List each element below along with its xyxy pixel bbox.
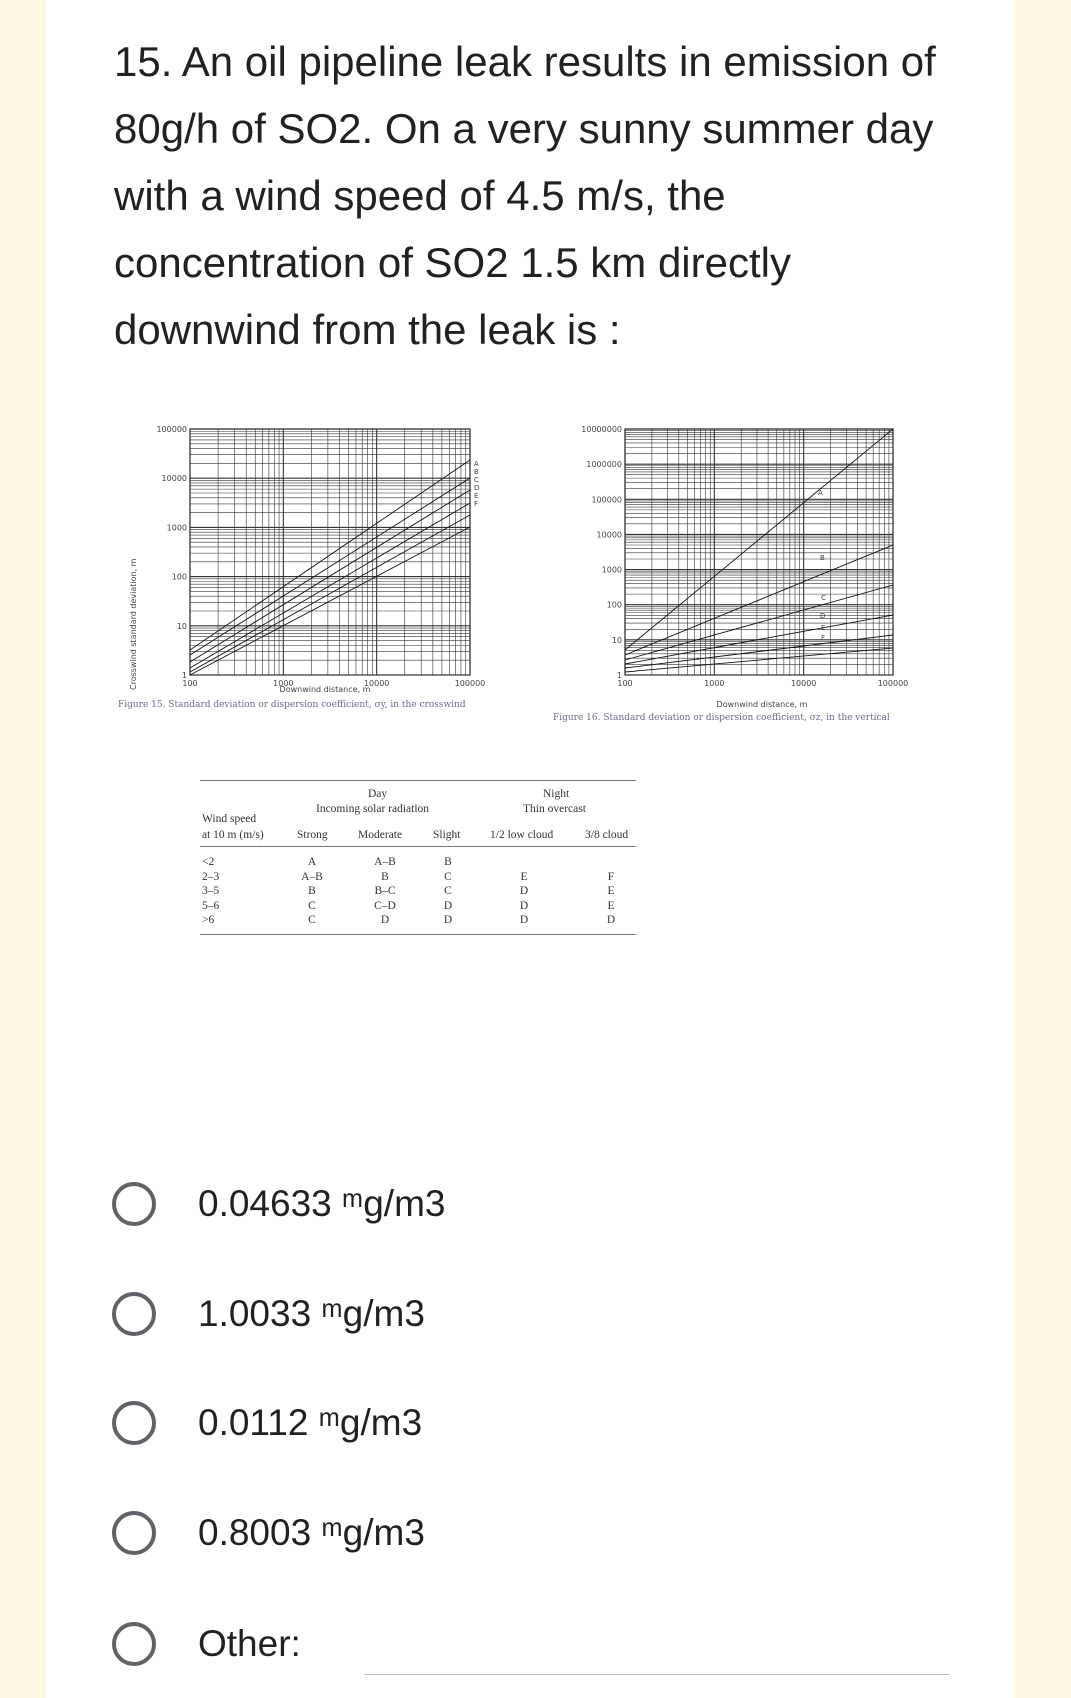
table-cell: A–B <box>374 856 396 868</box>
option-label: 0.04633 ᵐg/m3 <box>198 1183 446 1224</box>
sigma-z-xlabel: Downwind distance, m <box>716 700 808 709</box>
y-tick-label: 10 <box>176 621 187 631</box>
radio-button[interactable] <box>112 1401 156 1445</box>
table-cell: D <box>443 899 453 912</box>
x-tick-label: 100000 <box>454 679 486 688</box>
y-tick-label: 10000 <box>596 530 622 540</box>
x-tick-label: 100000 <box>877 679 909 688</box>
curve-label: C <box>474 476 479 484</box>
curve-label: A <box>474 460 479 468</box>
x-tick-label: 100 <box>182 679 198 688</box>
curve-label: A <box>818 489 823 497</box>
x-tick-label: 100 <box>617 679 633 688</box>
night-subheader: Thin overcast <box>523 803 586 815</box>
col-half-low-cloud: 1/2 low cloud <box>490 829 554 841</box>
wind-speed-column <box>202 855 232 928</box>
three-eighths-cloud-column <box>591 855 631 928</box>
y-tick-label: 100 <box>171 572 187 582</box>
sigma-y-grid <box>156 425 485 688</box>
wind-header-2: at 10 m (m/s) <box>202 829 264 841</box>
y-tick-label: 1 <box>616 671 622 680</box>
col-slight: Slight <box>433 829 461 841</box>
curve-label: E <box>474 492 479 500</box>
question-text: 15. An oil pipeline leak results in emission of 80g/h of SO2. On a very sunny summer day with a wind speed of 4.5 m/s, the concentration of SO2 1.5 km directly downwind from the leak is : <box>114 38 936 353</box>
table-cell <box>504 855 544 870</box>
table-cell: E <box>607 885 615 897</box>
x-tick-label: 1000 <box>704 679 725 688</box>
x-tick-label: 10000 <box>363 679 390 688</box>
table-cell: C <box>308 914 316 926</box>
radio-button[interactable] <box>112 1182 156 1226</box>
table-cell: F <box>607 870 615 883</box>
option-label: 0.8003 ᵐg/m3 <box>198 1512 425 1553</box>
table-cell: D <box>519 899 529 912</box>
table-cell: C–D <box>374 899 396 912</box>
x-tick-label: 10000 <box>790 679 817 688</box>
y-tick-label: 100000 <box>156 425 187 434</box>
table-cell: 5–6 <box>202 899 220 912</box>
curve-label: B <box>474 468 479 476</box>
table-cell: C <box>444 885 452 897</box>
y-tick-label: 100000 <box>591 495 622 505</box>
col-3-8-cloud: 3/8 cloud <box>585 829 629 841</box>
y-tick-label: 1000000 <box>586 460 622 470</box>
night-header: Night <box>543 788 570 800</box>
radio-button[interactable] <box>112 1511 156 1555</box>
y-tick-label: 10000000 <box>581 425 622 434</box>
wind-header-1: Wind speed <box>202 813 257 825</box>
y-tick-label: 1000 <box>166 523 187 533</box>
table-cell: 3–5 <box>202 885 220 897</box>
moderate-column <box>360 855 410 928</box>
curve-label: D <box>474 484 480 492</box>
radio-button[interactable] <box>112 1622 156 1666</box>
table-cell: C <box>444 870 452 883</box>
curve-label: C <box>821 594 826 602</box>
table-cell: 2–3 <box>202 870 220 883</box>
slight-column <box>428 855 468 928</box>
curve-label: B <box>820 554 825 562</box>
table-cell: B <box>308 885 316 897</box>
day-header: Day <box>368 788 388 800</box>
sigma-y-caption: Figure 15. Standard deviation or dispersion coefficient, σy, in the crosswind <box>118 700 466 710</box>
y-tick-label: 1 <box>181 671 187 680</box>
other-text-input[interactable] <box>364 1674 949 1675</box>
option-3[interactable] <box>112 1393 812 1453</box>
x-tick-label: 1000 <box>273 679 294 688</box>
sigma-z-grid <box>581 425 908 688</box>
table-cell <box>591 855 631 870</box>
curve-label: E <box>821 624 826 632</box>
table-cell: <2 <box>202 856 215 868</box>
table-cell: D <box>443 914 453 926</box>
table-cell: >6 <box>202 914 215 926</box>
option-4[interactable] <box>112 1503 812 1563</box>
table-cell: E <box>607 899 615 912</box>
col-strong: Strong <box>297 829 328 841</box>
strong-column <box>292 855 332 928</box>
sigma-z-caption: Figure 16. Standard deviation or dispersion coefficient, σz, in the vertical <box>553 713 890 723</box>
option-label: 0.0112 ᵐg/m3 <box>198 1402 423 1443</box>
table-cell: E <box>520 870 528 883</box>
table-cell: A <box>307 856 317 868</box>
table-cell: D <box>519 914 529 926</box>
table-cell: D <box>380 914 390 926</box>
option-label: 1.0033 ᵐg/m3 <box>198 1293 425 1334</box>
table-cell: D <box>606 914 616 926</box>
sigma-y-xlabel: Downwind distance, m <box>279 685 371 694</box>
half-low-cloud-column <box>504 855 544 928</box>
table-cell: D <box>519 885 529 897</box>
y-tick-label: 10000 <box>161 474 187 484</box>
table-cell: B–C <box>374 885 396 897</box>
option-other[interactable] <box>112 1614 812 1674</box>
y-tick-label: 100 <box>606 600 622 610</box>
table-cell: B <box>444 856 452 868</box>
sigma-y-axis-label: Crosswind standard deviation, m <box>129 558 138 690</box>
curve-label: F <box>474 500 479 508</box>
option-label: Other: <box>198 1623 301 1664</box>
y-tick-label: 10 <box>611 635 622 645</box>
col-moderate: Moderate <box>358 829 403 841</box>
option-2[interactable] <box>112 1284 812 1344</box>
curve-label: D <box>820 612 826 620</box>
curve-label: F <box>821 634 826 642</box>
y-tick-label: 1000 <box>601 565 622 575</box>
table-cell: A–B <box>301 870 323 883</box>
table-cell: B <box>381 870 389 883</box>
day-subheader: Incoming solar radiation <box>316 803 430 815</box>
radio-button[interactable] <box>112 1292 156 1336</box>
option-1[interactable] <box>112 1174 812 1234</box>
figure-sigma-y <box>0 0 1071 740</box>
table-cell: C <box>308 899 316 912</box>
